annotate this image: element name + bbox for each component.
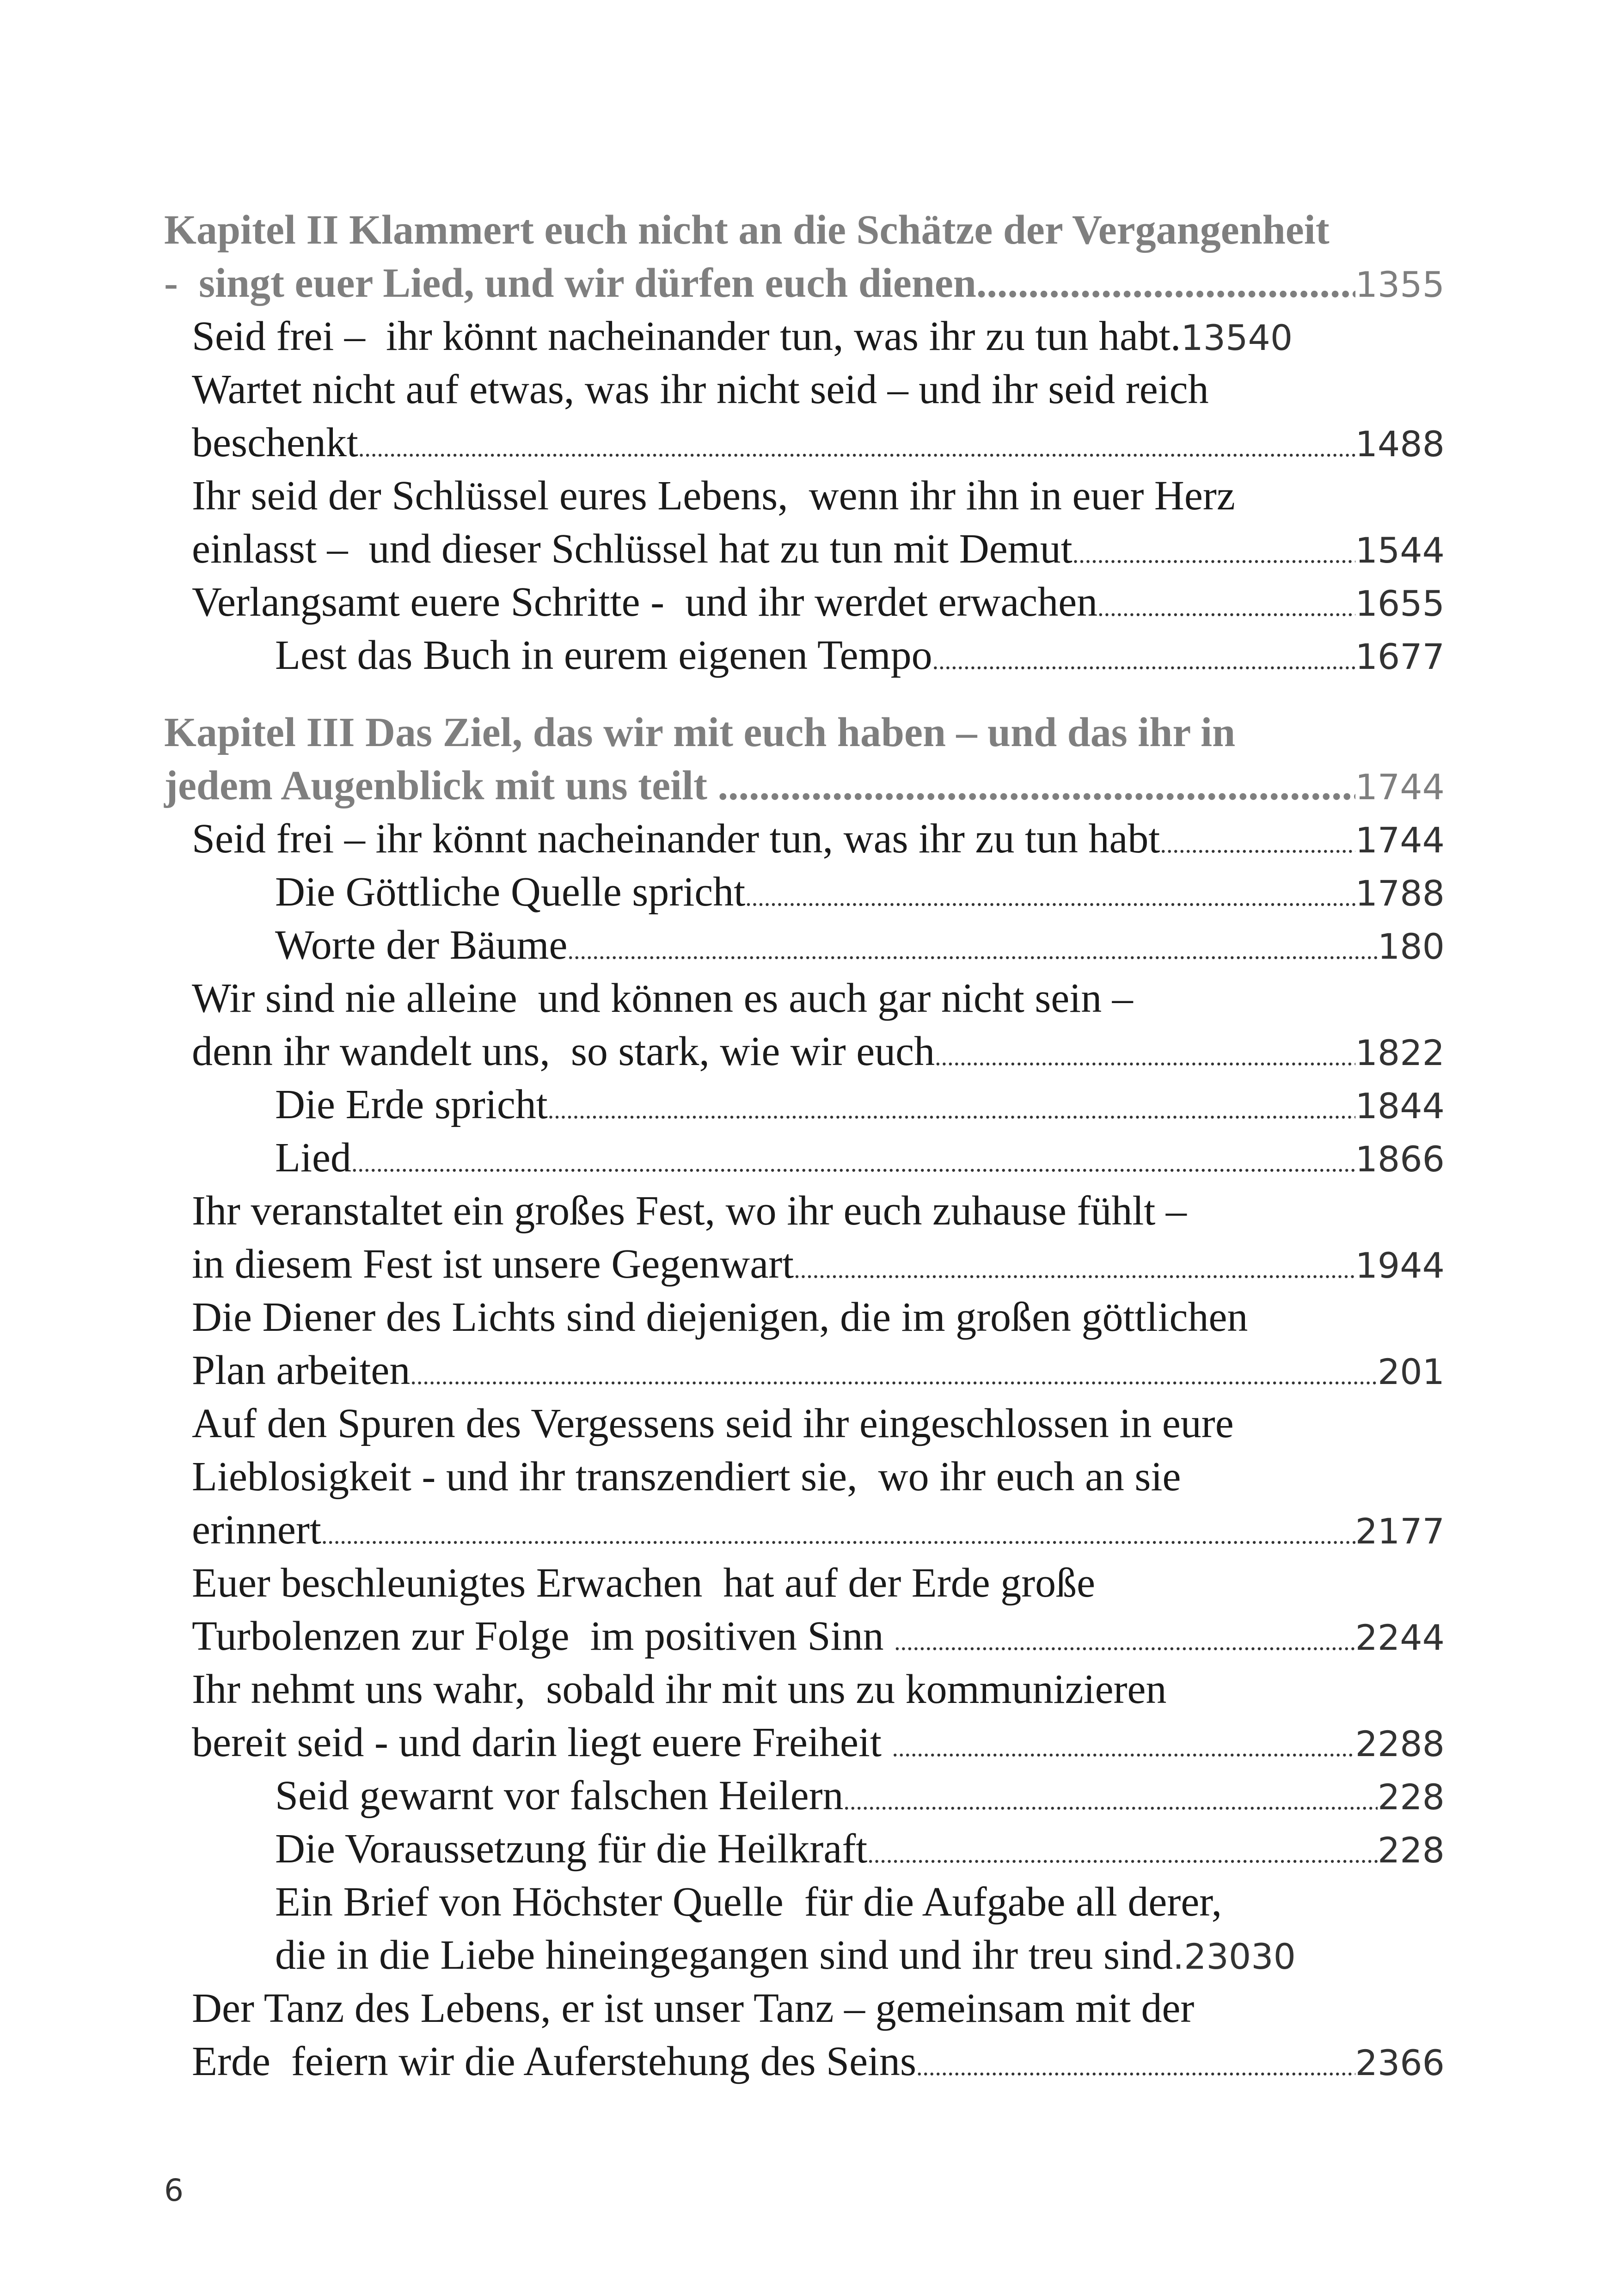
entry-title: Wir sind nie alleine und können es auch gar nicht sein – — [192, 975, 1133, 1021]
toc-entry — [164, 469, 1445, 522]
entry-title: Auf den Spuren des Vergessens seid ihr eingeschlossen in eure — [192, 1401, 1234, 1446]
toc-subentry — [164, 629, 1445, 682]
dot-leader — [321, 1509, 1355, 1562]
dot-leader — [916, 2040, 1355, 2094]
entry-title: einlasst – und dieser Schlüssel hat zu tun mit Demut — [192, 526, 1073, 572]
toc-entry — [164, 1237, 1445, 1291]
toc-subentry — [164, 1078, 1445, 1131]
page-ref: 1944 — [1355, 1245, 1445, 1286]
page-ref: 228 — [1377, 1776, 1445, 1818]
toc-entry — [164, 1503, 1445, 1556]
chapter-title: Kapitel II Klammert euch nicht an die Schätze der Vergangenheit — [164, 207, 1330, 253]
dot-leader — [1097, 581, 1355, 634]
dot-leader — [976, 257, 1355, 310]
entry-title: Turbolenzen zur Folge im positiven Sinn — [192, 1613, 895, 1659]
page-ref: 13540 — [1181, 317, 1293, 358]
toc-entry — [164, 1344, 1445, 1397]
toc-entry — [164, 1291, 1445, 1344]
entry-title: Seid frei – ihr könnt nacheinander tun, was ihr zu tun habt. — [192, 313, 1181, 359]
entry-title: Ein Brief von Höchster Quelle für die Aufgabe all derer, — [275, 1879, 1222, 1925]
toc-entry — [164, 1184, 1445, 1237]
page-ref: 201 — [1377, 1351, 1445, 1392]
entry-title: Seid frei – ihr könnt nacheinander tun, was ihr zu tun habt — [192, 816, 1160, 862]
dot-leader — [892, 1721, 1355, 1775]
dot-leader — [718, 759, 1355, 812]
toc-entry — [164, 1610, 1445, 1663]
page-ref: 2288 — [1355, 1723, 1445, 1764]
dot-leader — [410, 1349, 1378, 1402]
toc-entry — [164, 812, 1445, 865]
dot-leader — [568, 924, 1378, 977]
page-ref: 2177 — [1355, 1511, 1445, 1552]
page-ref: 1677 — [1355, 636, 1445, 677]
entry-title: Verlangsamt euere Schritte - und ihr werdet erwachen — [192, 579, 1098, 625]
toc-subentry — [164, 865, 1445, 918]
toc-entry — [164, 1716, 1445, 1769]
entry-title: in diesem Fest ist unsere Gegenwart — [192, 1241, 794, 1287]
dot-leader — [1160, 818, 1355, 871]
entry-title: Worte der Bäume — [275, 922, 568, 968]
page-ref: 2366 — [1355, 2042, 1445, 2083]
toc-entry — [164, 2035, 1445, 2088]
page-ref: 1744 — [1355, 766, 1445, 808]
entry-title: beschenkt — [192, 420, 358, 465]
entry-title: Wartet nicht auf etwas, was ihr nicht seid – und ihr seid reich — [192, 367, 1209, 412]
toc-subentry — [164, 1131, 1445, 1184]
entry-title: Die Erde spricht — [275, 1082, 548, 1127]
entry-title: Plan arbeiten — [192, 1347, 411, 1393]
entry-title: Ihr nehmt uns wahr, sobald ihr mit uns zu kommunizieren — [192, 1666, 1167, 1712]
toc-subentry — [164, 918, 1445, 972]
dot-leader — [894, 1615, 1355, 1668]
entry-title: Euer beschleunigtes Erwachen hat auf der Erde große — [192, 1560, 1096, 1606]
page-ref: 1544 — [1355, 530, 1445, 571]
page-number: 6 — [164, 2173, 184, 2208]
entry-title: Lied — [275, 1135, 351, 1181]
entry-title: Die Göttliche Quelle spricht — [275, 869, 746, 915]
entry-title: Ihr seid der Schlüssel eures Lebens, wenn ihr ihn in euer Herz — [192, 473, 1235, 519]
page-ref: 1788 — [1355, 873, 1445, 914]
entry-title: Erde feiern wir die Auferstehung des Seins — [192, 2039, 917, 2084]
dot-leader — [358, 422, 1355, 475]
entry-title: Die Voraussetzung für die Heilkraft — [275, 1826, 868, 1872]
entry-title: Seid gewarnt vor falschen Heilern — [275, 1773, 844, 1818]
entry-title: Lest das Buch in eurem eigenen Tempo — [275, 632, 932, 678]
toc-entry — [164, 310, 1445, 363]
dot-leader — [844, 1775, 1378, 1828]
page-ref: .23030 — [1173, 1936, 1296, 1977]
toc-subentry — [164, 1769, 1445, 1822]
chapter-title: - singt euer Lied, und wir dürfen euch dienen — [164, 260, 976, 306]
dot-leader — [351, 1137, 1355, 1190]
chapter-title: jedem Augenblick mit uns teilt — [164, 763, 718, 808]
entry-title: Der Tanz des Lebens, er ist unser Tanz – gemeinsam mit der — [192, 1985, 1195, 2031]
entry-title: Lieblosigkeit - und ihr transzendiert sie, wo ihr euch an sie — [192, 1454, 1181, 1500]
toc-entry — [164, 1450, 1445, 1503]
entry-title: bereit seid - und darin liegt euere Freiheit — [192, 1720, 892, 1765]
toc-subentry — [164, 1822, 1445, 1875]
dot-leader — [867, 1828, 1378, 1881]
page-ref: 1844 — [1355, 1085, 1445, 1127]
entry-title: Ihr veranstaltet ein großes Fest, wo ihr euch zuhause fühlt – — [192, 1188, 1187, 1234]
chapter-heading — [164, 203, 1445, 257]
dot-leader — [935, 1030, 1355, 1084]
toc-entry — [164, 1982, 1445, 2035]
entry-title: denn ihr wandelt uns, so stark, wie wir euch — [192, 1029, 935, 1074]
chapter-heading — [164, 257, 1445, 310]
dot-leader — [1073, 528, 1355, 581]
page-ref: 180 — [1377, 926, 1445, 967]
page-ref: 1488 — [1355, 423, 1445, 465]
toc-subentry — [164, 1929, 1445, 1982]
page-ref: 1822 — [1355, 1032, 1445, 1073]
page-ref: 228 — [1377, 1830, 1445, 1871]
toc-entry — [164, 522, 1445, 576]
table-of-contents — [164, 203, 1445, 2088]
dot-leader — [745, 871, 1355, 924]
entry-title: die in die Liebe hineingegangen sind und ihr treu sind — [275, 1932, 1173, 1978]
toc-entry — [164, 972, 1445, 1025]
toc-entry — [164, 1663, 1445, 1716]
toc-entry — [164, 576, 1445, 629]
toc-entry — [164, 1025, 1445, 1078]
toc-subentry — [164, 1875, 1445, 1929]
page-ref: 1355 — [1355, 264, 1445, 305]
chapter-heading — [164, 706, 1445, 759]
toc-entry — [164, 1556, 1445, 1610]
page-ref: 1655 — [1355, 583, 1445, 624]
chapter-heading — [164, 759, 1445, 812]
dot-leader — [932, 634, 1355, 687]
page-ref: 1866 — [1355, 1139, 1445, 1180]
entry-title: Die Diener des Lichts sind diejenigen, die im großen göttlichen — [192, 1294, 1248, 1340]
chapter-title: Kapitel III Das Ziel, das wir mit euch haben – und das ihr in — [164, 710, 1236, 755]
entry-title: erinnert — [192, 1507, 321, 1553]
dot-leader — [548, 1084, 1355, 1137]
dot-leader — [794, 1243, 1355, 1296]
page-ref: 1744 — [1355, 820, 1445, 861]
toc-entry — [164, 416, 1445, 469]
toc-entry — [164, 363, 1445, 416]
toc-entry — [164, 1397, 1445, 1450]
page-ref: 2244 — [1355, 1617, 1445, 1658]
